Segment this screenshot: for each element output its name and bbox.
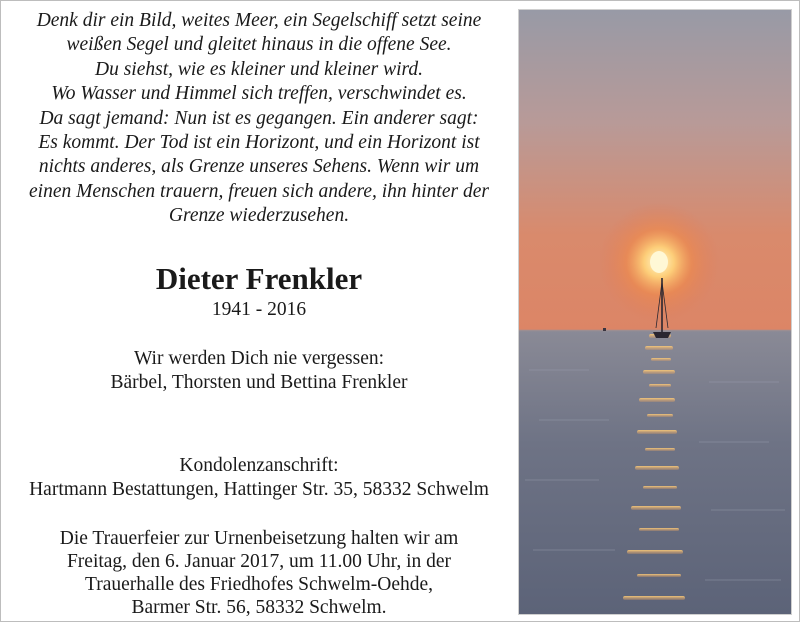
poem-line: Da sagt jemand: Nun ist es gegangen. Ein anderer sagt:: [39, 107, 479, 129]
condolence-line: Kondolenzanschrift:: [179, 454, 339, 476]
distant-boat: [603, 328, 606, 331]
deceased-name: Dieter Frenkler: [155, 260, 363, 296]
service-line: Trauerhalle des Friedhofes Schwelm-Oehde,: [84, 574, 434, 596]
poem-line: nichts anderes, als Grenze unseres Sehens. Wenn wir um: [38, 156, 480, 178]
poem-line: Grenze wiederzusehen.: [168, 205, 350, 227]
condolence-block: [9, 454, 509, 502]
service-line: Freitag, den 6. Januar 2017, um 11.00 Uhr, in der: [66, 550, 452, 572]
service-block: [9, 527, 509, 620]
mourners-block: [9, 347, 509, 395]
condolence-line: Hartmann Bestattungen, Hattinger Str. 35, 58332 Schwelm: [29, 478, 489, 500]
poem-line: Du siehst, wie es kleiner und kleiner wird.: [94, 58, 423, 80]
poem-line: weißen Segel und gleitet hinaus in die offene See.: [66, 34, 452, 56]
sunset-sea-image: [519, 10, 791, 614]
poem-line: Es kommt. Der Tod ist ein Horizont, und ein Horizont ist: [38, 132, 480, 154]
mourners-line: Wir werden Dich nie vergessen:: [133, 347, 385, 369]
poem-line: Denk dir ein Bild, weites Meer, ein Segelschiff setzt seine: [36, 10, 482, 31]
poem-line: einen Menschen trauern, freuen sich andere, ihn hinter der: [29, 180, 489, 202]
mourners-line: Bärbel, Thorsten und Bettina Frenkler: [110, 371, 408, 393]
poem: [9, 9, 509, 229]
sun: [650, 251, 668, 273]
sunset-sailboat-photo: [518, 9, 792, 615]
service-line: Barmer Str. 56, 58332 Schwelm.: [131, 597, 387, 619]
obituary-text-column: [9, 9, 509, 619]
service-line: Die Trauerfeier zur Urnenbeisetzung halten wir am: [59, 527, 459, 549]
life-dates: 1941 - 2016: [211, 298, 307, 320]
poem-line: Wo Wasser und Himmel sich treffen, verschwindet es.: [51, 83, 467, 105]
